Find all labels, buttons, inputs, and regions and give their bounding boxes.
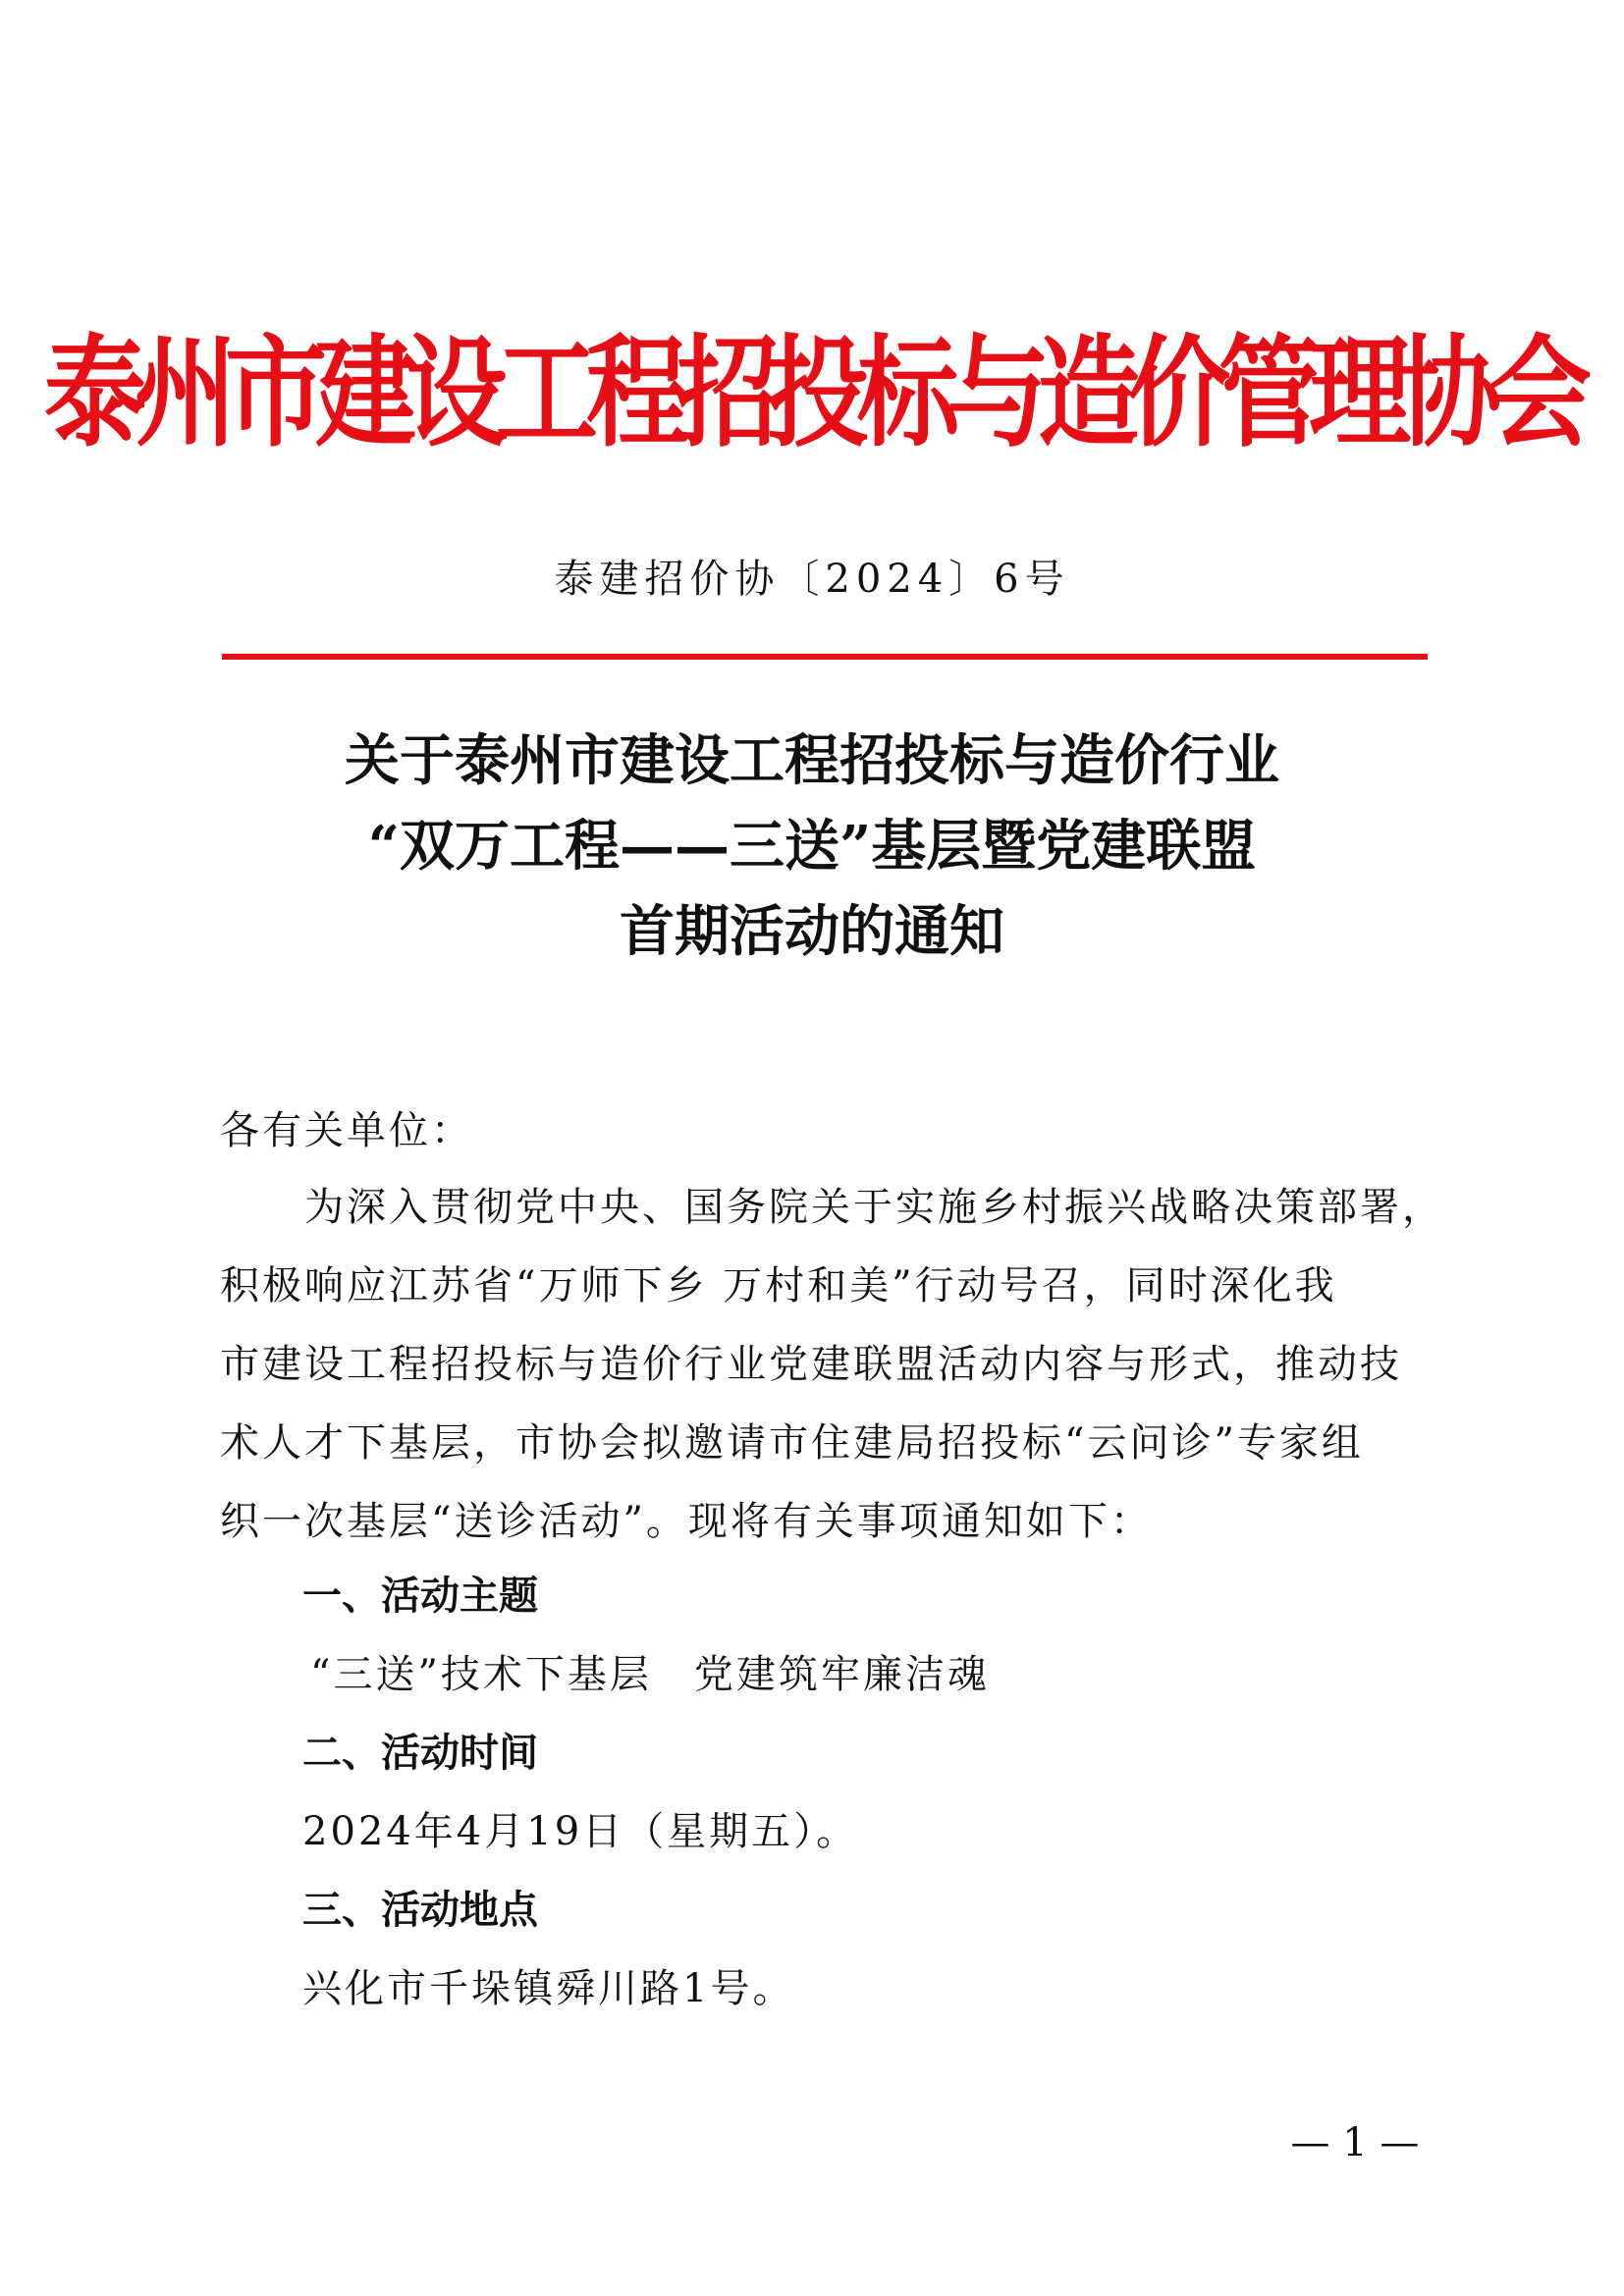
section-heading-location: 三、活动地点 xyxy=(302,1888,538,1933)
intro-line-3: 市建设工程招投标与造价行业党建联盟活动内容与形式，推动技 xyxy=(220,1342,1402,1387)
intro-line-1: 为深入贯彻党中央、国务院关于实施乡村振兴战略决策部署， xyxy=(220,1185,1444,1230)
intro-paragraph xyxy=(220,1168,1444,1561)
notice-title xyxy=(0,719,1624,975)
section-content-time: 2024年4月19日（星期五）。 xyxy=(302,1809,859,1854)
notice-title-line-3: 首期活动的通知 xyxy=(620,899,1004,964)
intro-line-4: 术人才下基层，市协会拟邀请市住建局招投标“云问诊”专家组 xyxy=(220,1420,1364,1466)
notice-title-line-1: 关于泰州市建设工程招投标与造价行业 xyxy=(345,728,1279,793)
organization-name: 泰州市建设工程招投标与造价管理协会 xyxy=(43,322,1580,464)
section-heading-time: 二、活动时间 xyxy=(302,1731,538,1776)
section-heading-theme: 一、活动主题 xyxy=(302,1574,538,1619)
section-content-theme: “三送”技术下基层 党建筑牢廉洁魂 xyxy=(310,1652,990,1697)
intro-line-5: 织一次基层“送诊活动”。现将有关事项通知如下： xyxy=(220,1499,1153,1544)
document-number: 泰建招价协〔2024〕6号 xyxy=(554,557,1070,602)
notice-title-line-2: “双万工程——三送”基层暨党建联盟 xyxy=(367,814,1257,879)
intro-line-2: 积极响应江苏省“万师下乡 万村和美”行动号召，同时深化我 xyxy=(220,1263,1337,1308)
section-content-location: 兴化市千垛镇舜川路1号。 xyxy=(302,1966,795,2011)
page-number: — 1 — xyxy=(1290,2120,1420,2165)
salutation: 各有关单位： xyxy=(220,1108,473,1153)
red-divider-line xyxy=(222,654,1428,660)
